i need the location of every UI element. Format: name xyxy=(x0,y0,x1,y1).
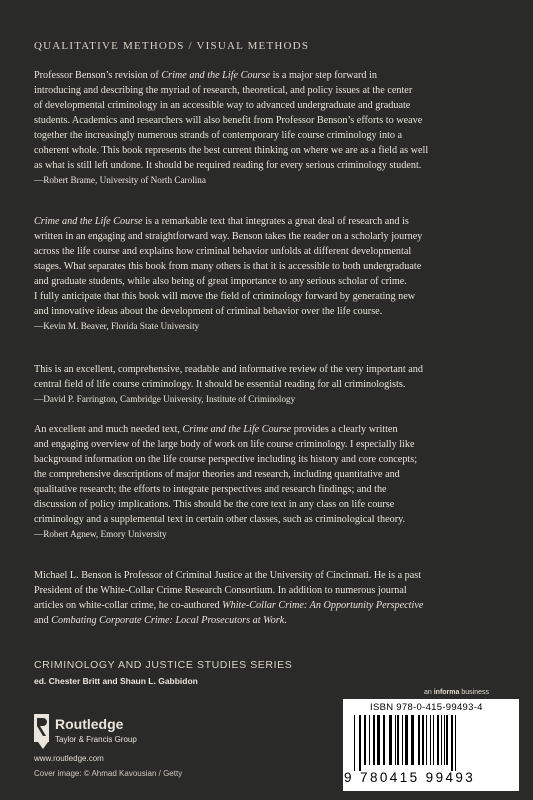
italic-title: Crime and the Life Course xyxy=(161,70,271,81)
informa-tagline xyxy=(424,689,489,696)
text-run: discussion of policy implications. This should be the core text in any class on life course xyxy=(34,499,395,510)
review-attribution: —Kevin M. Beaver, Florida State University xyxy=(34,321,200,331)
barcode-bar xyxy=(364,715,366,765)
text-run: and innovative ideas about the development of criminal behavior over the life course. xyxy=(34,306,383,317)
author-name: Michael L. Benson xyxy=(34,570,112,581)
text-run: I fully anticipate that this book will move the field of criminology forward by generating new xyxy=(34,291,416,302)
barcode-bar xyxy=(383,715,385,765)
text-run: President of the White-Collar Crime Research Consortium. In addition to numerous journal xyxy=(34,585,407,596)
publisher-name: Routledge xyxy=(55,716,124,732)
routledge-logo xyxy=(34,714,174,750)
review-3 xyxy=(34,362,502,407)
text-run: students. Academics and researchers will also benefit from Professor Benson’s efforts to weave xyxy=(34,115,423,126)
barcode-bar xyxy=(354,715,355,771)
barcode-bar xyxy=(444,715,445,765)
barcode-bar xyxy=(455,715,456,771)
text-run: An excellent and much needed text, xyxy=(34,424,183,435)
text-run: is Professor of Criminal Justice at the University of Cincinnati. He is a past xyxy=(111,570,422,581)
barcode-bar xyxy=(441,715,442,765)
author-bio xyxy=(34,568,502,628)
text-run: stages. What separates this book from many others is that it is accessible to both undergraduate xyxy=(34,261,422,272)
barcode-bar xyxy=(395,715,396,765)
publisher-subtitle: Taylor & Francis Group xyxy=(55,735,137,744)
italic-title: Crime and the Life Course xyxy=(34,216,143,227)
text-run: across the life course and explains how criminal behavior unfolds at different developmental xyxy=(34,246,412,257)
barcode-bar xyxy=(418,715,420,765)
informa-suffix: business xyxy=(459,689,489,696)
barcode-digits: 9 780415 99493 xyxy=(344,770,476,785)
barcode-bar xyxy=(377,715,380,765)
text-run: and graduate students, while also being of great importance to any serious scholar of crime. xyxy=(34,276,407,287)
barcode-bar xyxy=(402,715,403,765)
text-run: . xyxy=(284,615,287,626)
barcode-bar xyxy=(451,715,453,771)
text-run: as what is still left undone. It should be required reading for every serious criminology student. xyxy=(34,160,422,171)
barcode-bar xyxy=(369,715,370,765)
text-run: provides a clearly written xyxy=(291,424,398,435)
barcode-bar xyxy=(426,715,427,765)
barcode-bar xyxy=(373,715,375,765)
category-label: QUALITATIVE METHODS / VISUAL METHODS xyxy=(34,40,310,52)
publisher-url: www.routledge.com xyxy=(34,754,104,763)
barcode-bar xyxy=(411,715,414,765)
review-1 xyxy=(34,68,502,188)
barcode-bar xyxy=(446,715,448,765)
cover-credit: Cover image: © Ahmad Kavousian / Getty xyxy=(34,769,183,778)
review-attribution: —Robert Brame, University of North Carolina xyxy=(34,175,206,185)
barcode-bar xyxy=(389,715,392,765)
series-title: CRIMINOLOGY AND JUSTICE STUDIES SERIES xyxy=(34,659,293,671)
italic-title: White-Collar Crime: An Opportunity Perspective xyxy=(222,600,424,611)
text-run: is a remarkable text that integrates a great deal of research and is xyxy=(142,216,409,227)
review-2 xyxy=(34,214,502,334)
barcode-bar xyxy=(422,715,424,765)
text-run: written in an engaging and straightforward way. Benson takes the reader on a scholarly journey xyxy=(34,231,423,242)
barcode-bar xyxy=(430,715,431,765)
review-attribution: —David P. Farrington, Cambridge University, Institute of Criminology xyxy=(34,394,296,404)
series-editors: ed. Chester Britt and Shaun L. Gabbidon xyxy=(34,676,198,686)
barcode-bar xyxy=(405,715,408,765)
barcode-bar xyxy=(433,715,434,765)
text-run: background information on the life course perspective including its history and core concepts; xyxy=(34,454,418,465)
text-run: and xyxy=(34,615,52,626)
text-run: Professor Benson’s revision of xyxy=(34,70,162,81)
informa-brand: informa xyxy=(433,689,460,696)
text-run: criminology and a supplemental text in certain other classes, such as criminological theory. xyxy=(34,514,406,525)
barcode-bar xyxy=(437,715,439,765)
informa-prefix: an xyxy=(424,689,434,696)
text-run: is a major step forward in xyxy=(270,70,377,81)
review-attribution: —Robert Agnew, Emory University xyxy=(34,529,167,539)
text-run: the comprehensive descriptions of major theories and research, including quantitative and xyxy=(34,469,400,480)
text-run: qualitative research; the efforts to integrate perspectives and research findings; and the xyxy=(34,484,387,495)
text-run: and engaging overview of the large body of work on life course criminology. I especially like xyxy=(34,439,415,450)
text-run: coherent whole. This book represents the best current thinking on where we are as a field as well xyxy=(34,145,429,156)
routledge-r-icon xyxy=(34,714,49,749)
barcode xyxy=(352,715,512,771)
text-run: This is an excellent, comprehensive, readable and informative review of the very important and xyxy=(34,364,423,375)
barcode-bar xyxy=(397,715,399,765)
barcode-bar xyxy=(359,715,361,771)
text-run: central field of life course criminology. It should be essential reading for all criminologists. xyxy=(34,379,406,390)
text-run: together the increasingly numerous strands of contemporary life course criminology into a xyxy=(34,130,403,141)
text-run: introducing and describing the myriad of research, theoretical, and policy issues at the center xyxy=(34,85,413,96)
text-run: articles on white-collar crime, he co-authored xyxy=(34,600,223,611)
isbn-text: ISBN 978-0-415-99493-4 xyxy=(370,702,483,713)
text-run: of developmental criminology in an accessible way to advanced undergraduate and graduate xyxy=(34,100,411,111)
review-4 xyxy=(34,422,502,542)
italic-title: Combating Corporate Crime: Local Prosecutors at Work xyxy=(51,615,285,626)
italic-title: Crime and the Life Course xyxy=(182,424,292,435)
